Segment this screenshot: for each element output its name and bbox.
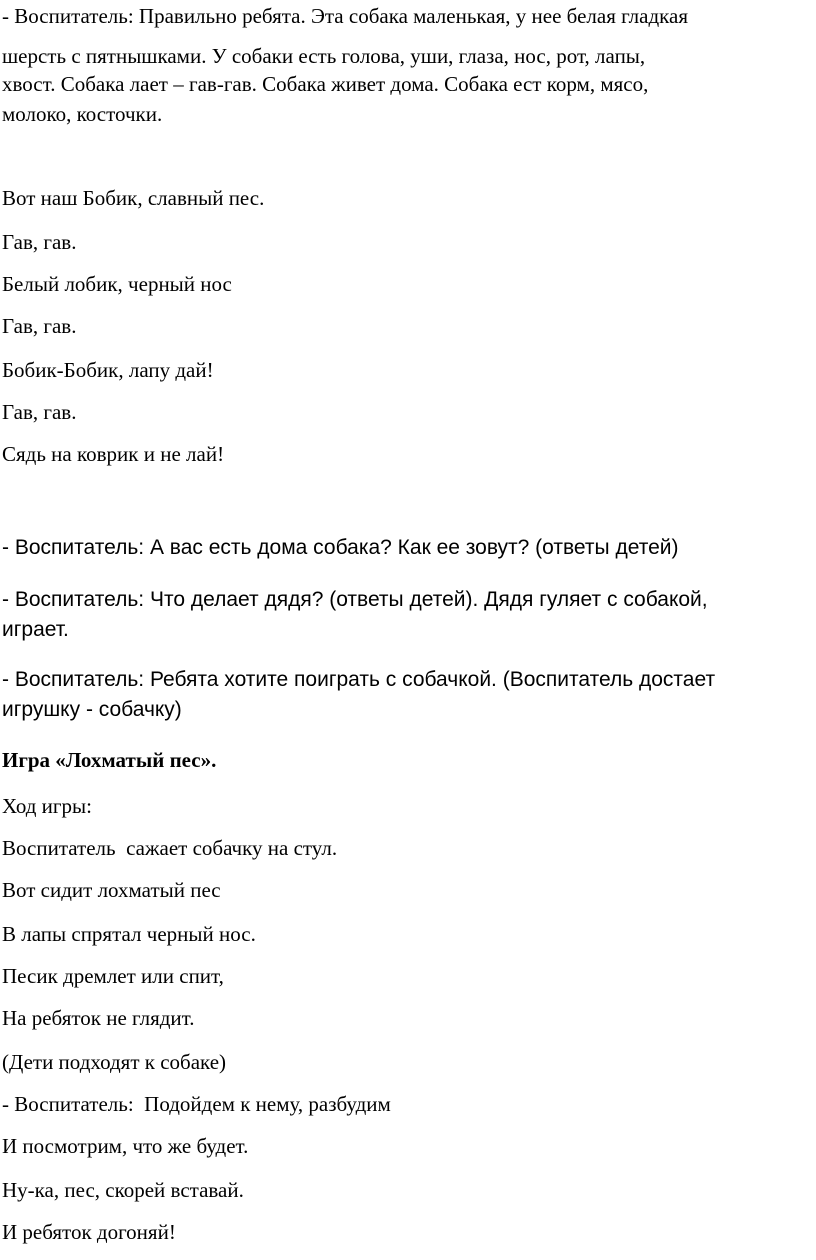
- game-line: Воспитатель сажает собачку на стул.: [2, 836, 338, 860]
- poem-line: Гав, гав.: [2, 400, 77, 424]
- game-line: Песик дремлет или спит,: [2, 964, 224, 988]
- intro-line: шерсть с пятнышками. У собаки есть голова, уши, глаза, нос, рот, лапы,: [2, 44, 646, 68]
- poem-line: Бобик-Бобик, лапу дай!: [2, 358, 214, 382]
- poem-line: Гав, гав.: [2, 230, 77, 254]
- poem-line: Вот наш Бобик, славный пес.: [2, 186, 265, 210]
- intro-line: - Воспитатель: Правильно ребята. Эта собака маленькая, у нее белая гладкая: [2, 4, 688, 28]
- game-line: И ребяток догоняй!: [2, 1220, 176, 1244]
- game-line: И посмотрим, что же будет.: [2, 1134, 249, 1158]
- game-title: Игра «Лохматый пес».: [2, 748, 217, 772]
- game-line: Ход игры:: [2, 794, 92, 818]
- game-line: - Воспитатель: Подойдем к нему, разбудим: [2, 1092, 391, 1116]
- intro-line: хвост. Собака лает – гав-гав. Собака живет дома. Собака ест корм, мясо,: [2, 72, 649, 96]
- dialogue-line: играет.: [2, 618, 69, 641]
- game-line: В лапы спрятал черный нос.: [2, 922, 256, 946]
- poem-line: Гав, гав.: [2, 314, 77, 338]
- poem-line: Сядь на коврик и не лай!: [2, 442, 225, 466]
- poem-line: Белый лобик, черный нос: [2, 272, 232, 296]
- game-line: Вот сидит лохматый пес: [2, 878, 221, 902]
- dialogue-line: игрушку - собачку): [2, 698, 182, 721]
- game-line: (Дети подходят к собаке): [2, 1050, 227, 1074]
- game-line: На ребяток не глядит.: [2, 1006, 195, 1030]
- dialogue-line: - Воспитатель: Ребята хотите поиграть с собачкой. (Воспитатель достает: [2, 668, 716, 691]
- game-line: Ну-ка, пес, скорей вставай.: [2, 1178, 244, 1202]
- intro-line: молоко, косточки.: [2, 102, 163, 126]
- dialogue-line: - Воспитатель: Что делает дядя? (ответы детей). Дядя гуляет с собакой,: [2, 588, 708, 611]
- dialogue-line: - Воспитатель: А вас есть дома собака? Как ее зовут? (ответы детей): [2, 536, 679, 559]
